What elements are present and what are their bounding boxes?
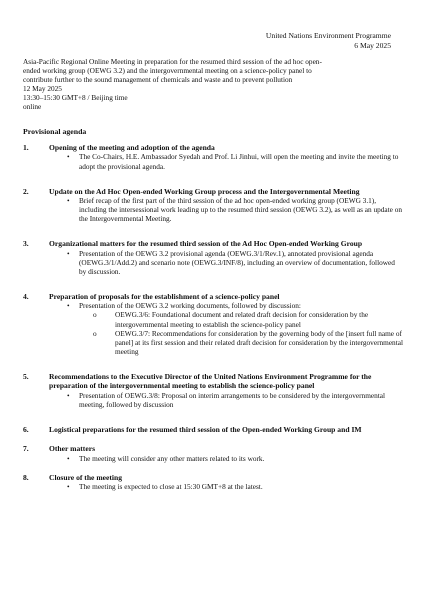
agenda-bullet: • Presentation of OEWG.3/8: Proposal on interim arrangements to be considered by the intergovernmental meeting, followed by discussion bbox=[67, 391, 403, 409]
meeting-description bbox=[23, 58, 403, 111]
agenda-list bbox=[23, 143, 403, 491]
agenda-item-title: Logistical preparations for the resumed third session of the Open-ended Working Group and IM bbox=[49, 424, 362, 434]
agenda-item-title: Other matters bbox=[49, 444, 96, 454]
agenda-item-title: Update on the Ad Hoc Open-ended Working Group process and the Intergovernmental Meeting bbox=[49, 186, 360, 196]
organization-name: United Nations Environment Programme bbox=[265, 31, 391, 40]
agenda-bullet: • The meeting will consider any other matters related to its work. bbox=[67, 454, 403, 463]
agenda-item-number: 3. bbox=[23, 239, 29, 249]
agenda-item-number: 5. bbox=[23, 371, 29, 381]
agenda-item bbox=[23, 372, 403, 409]
agenda-item-title: Opening of the meeting and adoption of the agenda bbox=[49, 143, 215, 152]
agenda-item-number: 4. bbox=[23, 291, 29, 301]
agenda-bullet: • Brief recap of the first part of the third session of the ad hoc open-ended working group (OEWG 3.1), including the intersessional work leading up to the resumed third session (OEWG 3.2), as well as an update on the Intergovernmental Meeting. bbox=[67, 196, 403, 223]
agenda-item-number: 6. bbox=[23, 424, 29, 434]
agenda-item-title: Recommendations to the Executive Director of the United Nations Environment Programme for the preparation of the intergovernmental meeting to establish the science-policy panel bbox=[49, 371, 372, 391]
agenda-item bbox=[23, 292, 403, 356]
meeting-title-line: ended working group (OEWG 3.2) and the intergovernmental meeting on a science-policy panel to bbox=[23, 65, 312, 75]
agenda-item bbox=[23, 444, 403, 463]
agenda-item-number: 7. bbox=[23, 444, 29, 454]
agenda-bullet: • The meeting is expected to close at 15:30 GMT+8 at the latest. bbox=[67, 482, 403, 491]
meeting-title-line: contribute further to the sound management of chemicals and waste and to prevent pollution bbox=[23, 74, 293, 84]
document-date: 6 May 2025 bbox=[354, 40, 391, 50]
agenda-bullet: • Presentation of the OEWG 3.2 provisional agenda (OEWG.3/1/Rev.1), annotated provisional agenda (OEWG.3/1/Add.2) and scenario note (OEWG.3/INF/8), including an overview of documentation, followed by discussion. bbox=[67, 249, 403, 276]
agenda-item bbox=[23, 425, 403, 434]
agenda-item bbox=[23, 187, 403, 224]
agenda-bullet: • Presentation of the OEWG 3.2 working documents, followed by discussion: bbox=[67, 301, 403, 310]
agenda-item-number: 1. bbox=[23, 143, 29, 152]
agenda-bullet: • The Co-Chairs, H.E. Ambassador Syedah and Prof. Li Jinhui, will open the meeting and invite the meeting to adopt the provisional agenda. bbox=[67, 152, 403, 170]
meeting-time: 13:30–15:30 GMT+8 / Beijing time bbox=[23, 92, 128, 102]
agenda-item-title: Preparation of proposals for the establishment of a science-policy panel bbox=[49, 291, 280, 301]
header-block bbox=[266, 31, 391, 50]
agenda-item bbox=[23, 239, 403, 276]
agenda-sub-bullet: o OEWG.3/6: Foundational document and related draft decision for consideration by the intergovernmental meeting to establish the science-policy panel bbox=[93, 310, 403, 328]
agenda-item-title: Organizational matters for the resumed third session of the Ad Hoc Open-ended Working Group bbox=[49, 239, 363, 249]
agenda-item-number: 8. bbox=[23, 472, 29, 482]
meeting-mode: online bbox=[23, 101, 42, 111]
agenda-item bbox=[23, 143, 403, 171]
agenda-item bbox=[23, 473, 403, 492]
agenda-heading: Provisional agenda bbox=[23, 127, 87, 136]
meeting-date: 12 May 2025 bbox=[23, 83, 62, 93]
meeting-title-line: Asia-Pacific Regional Online Meeting in preparation for the resumed third session of the ad hoc open- bbox=[23, 57, 322, 66]
agenda-item-title: Closure of the meeting bbox=[49, 472, 123, 482]
agenda-sub-bullet: o OEWG.3/7: Recommendations for consideration by the governing body of the [insert full name of panel] at its first session and their related draft decision for consideration by the intergovernmental meeting bbox=[93, 329, 403, 356]
agenda-item-number: 2. bbox=[23, 186, 29, 196]
